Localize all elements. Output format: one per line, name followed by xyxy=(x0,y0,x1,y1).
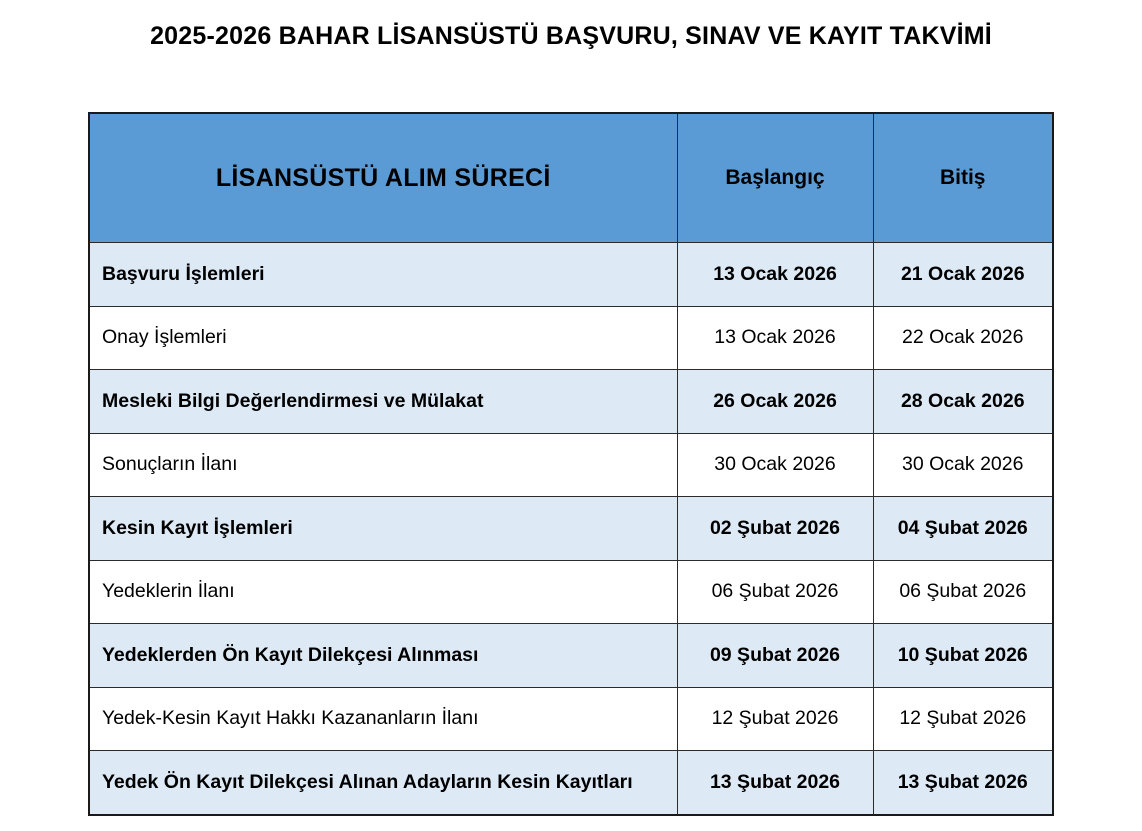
column-header-process: LİSANSÜSTÜ ALIM SÜRECİ xyxy=(89,113,677,243)
cell-end-date: 04 Şubat 2026 xyxy=(873,497,1053,561)
cell-process: Yedeklerin İlanı xyxy=(89,560,677,624)
table-row xyxy=(89,560,1053,624)
table-row xyxy=(89,306,1053,370)
table-row xyxy=(89,624,1053,688)
table-row xyxy=(89,370,1053,434)
cell-end-date: 30 Ocak 2026 xyxy=(873,433,1053,497)
cell-process: Sonuçların İlanı xyxy=(89,433,677,497)
cell-end-date: 12 Şubat 2026 xyxy=(873,687,1053,751)
table-row xyxy=(89,751,1053,815)
cell-start-date: 06 Şubat 2026 xyxy=(677,560,873,624)
cell-end-date: 28 Ocak 2026 xyxy=(873,370,1053,434)
table-row xyxy=(89,243,1053,307)
cell-process: Yedek Ön Kayıt Dilekçesi Alınan Adayların Kesin Kayıtları xyxy=(89,751,677,815)
cell-end-date: 10 Şubat 2026 xyxy=(873,624,1053,688)
cell-start-date: 13 Şubat 2026 xyxy=(677,751,873,815)
table-header xyxy=(89,113,1053,243)
cell-start-date: 09 Şubat 2026 xyxy=(677,624,873,688)
column-header-start: Başlangıç xyxy=(677,113,873,243)
calendar-table-wrapper xyxy=(88,112,1054,816)
cell-end-date: 21 Ocak 2026 xyxy=(873,243,1053,307)
calendar-table xyxy=(88,112,1054,816)
cell-start-date: 02 Şubat 2026 xyxy=(677,497,873,561)
cell-start-date: 26 Ocak 2026 xyxy=(677,370,873,434)
column-header-end: Bitiş xyxy=(873,113,1053,243)
table-header-row xyxy=(89,113,1053,243)
cell-process: Onay İşlemleri xyxy=(89,306,677,370)
cell-end-date: 22 Ocak 2026 xyxy=(873,306,1053,370)
cell-process: Başvuru İşlemleri xyxy=(89,243,677,307)
cell-start-date: 13 Ocak 2026 xyxy=(677,243,873,307)
cell-process: Yedek-Kesin Kayıt Hakkı Kazananların İlanı xyxy=(89,687,677,751)
page-title: 2025-2026 BAHAR LİSANSÜSTÜ BAŞVURU, SINAV VE KAYIT TAKVİMİ xyxy=(150,22,992,50)
cell-process: Kesin Kayıt İşlemleri xyxy=(89,497,677,561)
cell-end-date: 13 Şubat 2026 xyxy=(873,751,1053,815)
table-row xyxy=(89,497,1053,561)
cell-start-date: 13 Ocak 2026 xyxy=(677,306,873,370)
table-body xyxy=(89,243,1053,815)
cell-end-date: 06 Şubat 2026 xyxy=(873,560,1053,624)
cell-start-date: 12 Şubat 2026 xyxy=(677,687,873,751)
table-row xyxy=(89,687,1053,751)
table-row xyxy=(89,433,1053,497)
cell-process: Mesleki Bilgi Değerlendirmesi ve Mülakat xyxy=(89,370,677,434)
cell-start-date: 30 Ocak 2026 xyxy=(677,433,873,497)
cell-process: Yedeklerden Ön Kayıt Dilekçesi Alınması xyxy=(89,624,677,688)
